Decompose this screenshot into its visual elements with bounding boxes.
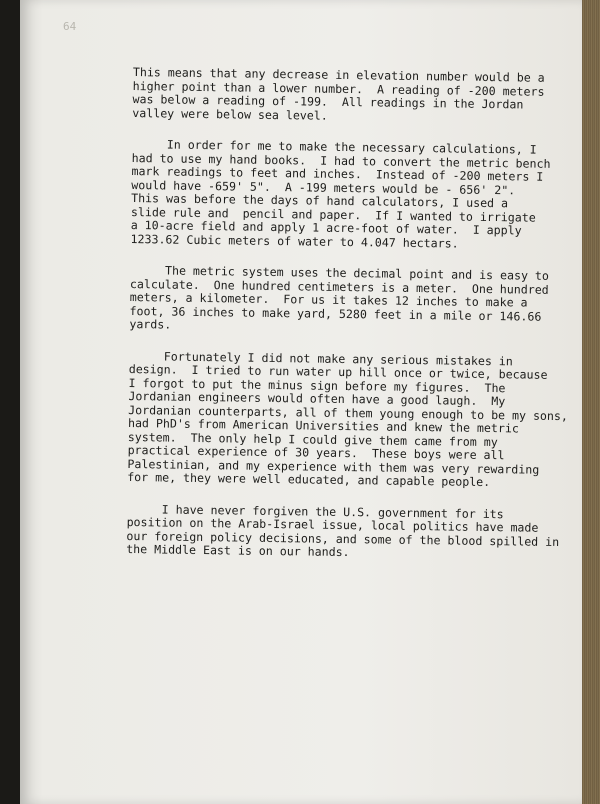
paragraph-metric-system: The metric system uses the decimal point and is easy to calculate. One hundred centimeters is a meter. One hundred meters, a kilometer. For us it takes 12 inches to make a foot, 36 inches to make yard, 5280 feet in a mile or 146.66 yards. (129, 262, 550, 332)
paragraph-design-mistakes: Fortunately I did not make any serious mistakes in design. I tried to run water up hill once or twice, because I forgot to put the minus sign before my figures. The Jordanian engineers would often have a good laugh. My Jordanian counterparts, all of them young enough to be my sons, had PhD's from American Universities and knew the metric system. The only help I could give them came from my practical experience of 30 years. These boys were all Palestinian, and my experience with them was very rewarding for me, they were well educated, and capable people. (127, 348, 569, 490)
page-number: 64 (63, 20, 77, 33)
paragraph-calculations: In order for me to make the necessary calculations, I had to use my hand books. I had to convert the metric bench mark readings to feet and inches. Instead of -200 meters I would have -659' 5". A -199 meters would be - 656' 2". This was before the days of hand calculators, I used a slide rule and pencil and paper. If I wanted to irrigate a 10-acre field and apply 1 acre-foot of water. I apply 1233.62 Cubic meters of water to 4.047 hectars. (130, 136, 551, 251)
paragraph-us-government: I have never forgiven the U.S. government for its position on the Arab-Israel issue, local politics have made our foreign policy decisions, and some of the blood spilled in the Middle East is on our hands. (126, 501, 560, 560)
body-text (126, 66, 583, 581)
paragraph-elevation-readings: This means that any decrease in elevation number would be a higher point than a lower number. A reading of -200 meters was below a reading of -199. All readings in the Jordan valley were below sea level. (132, 65, 545, 123)
document-page (20, 0, 582, 804)
book-page-edges (582, 0, 600, 804)
